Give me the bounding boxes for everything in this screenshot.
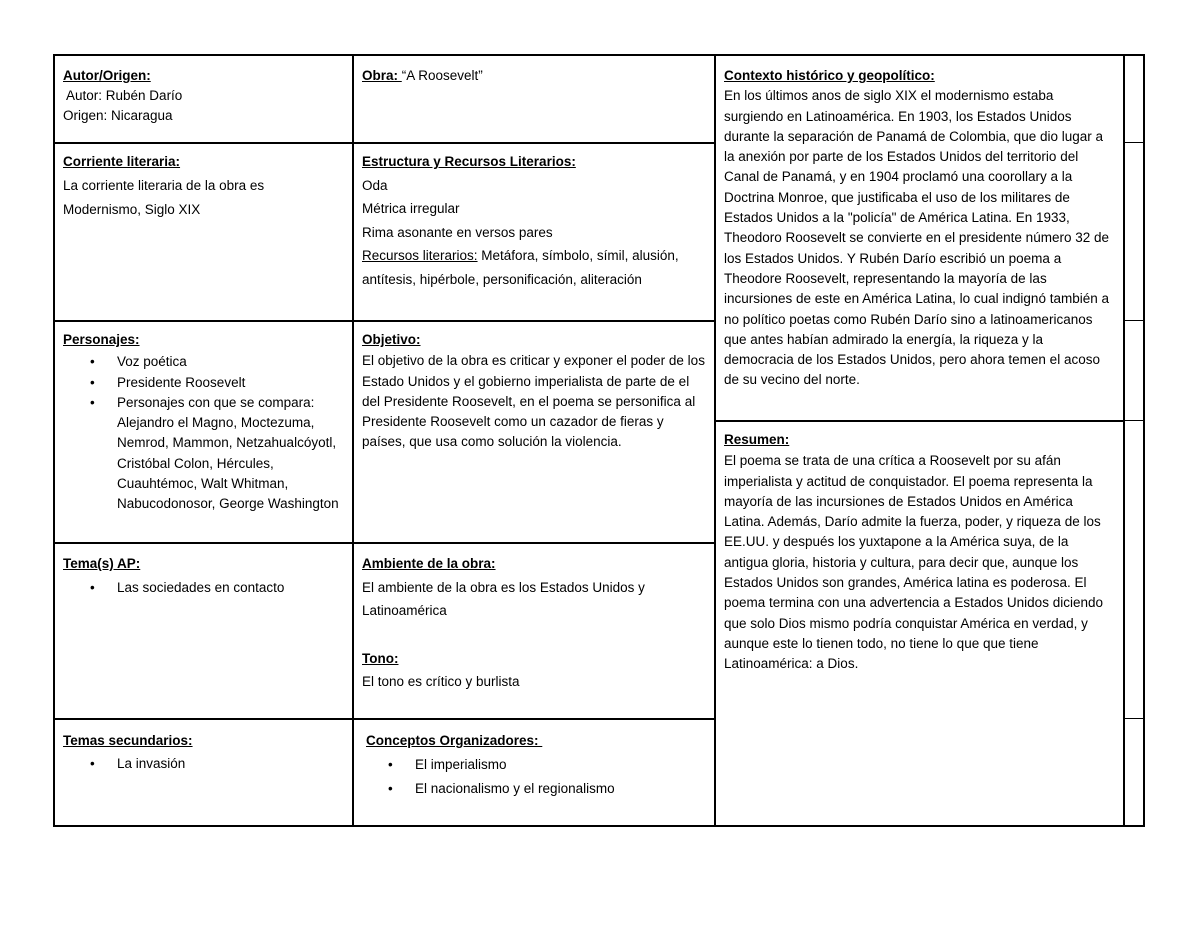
estructura-heading: Estructura y Recursos Literarios: bbox=[362, 154, 576, 169]
conceptos-list bbox=[366, 753, 708, 801]
recursos-text: Metáfora, símbolo, símil, alusión, antítesis, hipérbole, personificación, aliteración bbox=[362, 248, 679, 287]
corriente-text: La corriente literaria de la obra es Modernismo, Siglo XIX bbox=[63, 178, 265, 217]
cell-tema-ap bbox=[55, 550, 352, 718]
tema-ap-list bbox=[63, 576, 346, 600]
cell-contexto bbox=[716, 60, 1123, 420]
cell-personajes bbox=[55, 328, 352, 542]
recursos-paragraph bbox=[362, 244, 708, 291]
resumen-text: El poema se trata de una crítica a Roosevelt por su afán imperialista y actitud de conquistador. El poema representa la mayoría de las incursiones de Estados Unidos en América Latina. Además, Darío admite la fuerza, poder, y riqueza de los EE.UU. y después los yuxtapone a la América suya, de la antigua gloria, historia y cultura, para decir que, aunque los Estados Unidos son grandes, América latina es poderosa. El poema termina con una advertencia a Estados Unidos diciendo que solo Dios mismo podría conquistar América en verdad, y aunque este lo tienen todo, no tiene lo que que tiene Latinoamérica: a Dios. bbox=[724, 453, 1103, 672]
autor-origen-heading: Autor/Origen: bbox=[63, 68, 151, 83]
cell-conceptos bbox=[354, 727, 714, 825]
row-divider-2 bbox=[53, 320, 716, 322]
temas-secundarios-list bbox=[63, 752, 346, 775]
temas-secundarios-heading: Temas secundarios: bbox=[63, 733, 193, 748]
table-border-right bbox=[1143, 54, 1145, 827]
cell-estructura bbox=[354, 148, 714, 320]
cell-ambiente bbox=[354, 550, 714, 718]
autor-text: Autor: Rubén Darío bbox=[63, 88, 183, 103]
narrow-col-tick-3 bbox=[1123, 420, 1145, 421]
table-border-top bbox=[53, 54, 1145, 56]
obra-title: “A Roosevelt” bbox=[401, 68, 483, 83]
ambiente-text: El ambiente de la obra es los Estados Unidos y Latinoamérica bbox=[362, 579, 645, 618]
narrow-col-tick-2 bbox=[1123, 320, 1145, 321]
estructura-line-1: Oda bbox=[362, 177, 388, 193]
table-divider-col3 bbox=[1123, 54, 1125, 827]
list-item: • Voz poética bbox=[117, 352, 340, 372]
cell-objetivo bbox=[354, 328, 714, 542]
row-divider-right bbox=[714, 420, 1125, 422]
tono-text: El tono es crítico y burlista bbox=[362, 674, 520, 689]
cell-corriente bbox=[55, 148, 352, 320]
tema-ap-heading: Tema(s) AP: bbox=[63, 556, 141, 571]
tono-heading: Tono: bbox=[362, 650, 399, 666]
list-item: • Las sociedades en contacto bbox=[117, 576, 346, 600]
estructura-line-2: Métrica irregular bbox=[362, 201, 460, 216]
row-divider-1 bbox=[53, 142, 716, 144]
personajes-heading: Personajes: bbox=[63, 332, 140, 347]
list-item: • Personajes con que se compara: Alejandro el Magno, Moctezuma, Nemrod, Mammon, Netzahualcóyotl, Cristóbal Colon, Hércules, Cuauhtémoc, Walt Whitman, Nabucodonosor, George Washington bbox=[117, 393, 340, 515]
list-item: • El imperialismo bbox=[415, 753, 708, 777]
resumen-heading: Resumen: bbox=[724, 432, 790, 447]
estructura-line-3: Rima asonante en versos pares bbox=[362, 224, 553, 240]
contexto-text: En los últimos anos de siglo XIX el modernismo estaba surgiendo en Latinoamérica. En 1903, los Estados Unidos durante la separación de Panamá de Colombia, que dio lugar a la anexión por parte de los Estados Unidos del territorio del Canal de Panamá, y en 1904 proclamó una coorollary a la Doctrina Monroe, que justificaba el uso de los militares de Estados Unidos a la "policía" de América Latina. En 1933, Theodoro Roosevelt se convierte en el presidente número 32 de los Estados Unidos. Y Rubén Darío escribió un poema a Theodore Roosevelt, representando la mayoría de las incursiones de este en América Latina, lo cual indignó también a no político poetas como Rubén Darío sino a latinoamericanos que antes habían admirado la energía, la riqueza y la democracia de los Estados Unidos, pero ahora temen el acoso de su vecino del norte. bbox=[724, 88, 1109, 388]
list-item: • Presidente Roosevelt bbox=[117, 373, 340, 393]
personajes-list bbox=[63, 352, 346, 514]
objetivo-heading: Objetivo: bbox=[362, 332, 421, 347]
list-item: • El nacionalismo y el regionalismo bbox=[415, 777, 708, 801]
obra-line bbox=[362, 66, 708, 86]
contexto-heading: Contexto histórico y geopolítico: bbox=[724, 68, 935, 83]
ambiente-heading: Ambiente de la obra: bbox=[362, 556, 496, 571]
narrow-col-tick-4 bbox=[1123, 718, 1145, 719]
table-border-bottom bbox=[53, 825, 1145, 827]
origen-text: Origen: Nicaragua bbox=[63, 108, 173, 123]
cell-temas-secundarios bbox=[55, 727, 352, 825]
cell-resumen bbox=[716, 428, 1123, 718]
corriente-heading: Corriente literaria: bbox=[63, 154, 181, 169]
obra-label: Obra: bbox=[362, 68, 402, 83]
cell-obra bbox=[354, 60, 714, 142]
recursos-label: Recursos literarios: bbox=[362, 248, 478, 263]
list-item: • La invasión bbox=[117, 752, 346, 775]
conceptos-heading: Conceptos Organizadores: bbox=[366, 733, 543, 748]
row-divider-4 bbox=[53, 718, 716, 720]
narrow-col-tick-1 bbox=[1123, 142, 1145, 143]
cell-autor-origen bbox=[55, 60, 352, 142]
row-divider-3 bbox=[53, 542, 716, 544]
objetivo-text: El objetivo de la obra es criticar y exponer el poder de los Estado Unidos y el gobierno imperialista de parte de el del Presidente Roosevelt, en el poema se personifica al Presidente Roosevelt como un cazador de fieras y países, que usa como solución la violencia. bbox=[362, 353, 705, 450]
